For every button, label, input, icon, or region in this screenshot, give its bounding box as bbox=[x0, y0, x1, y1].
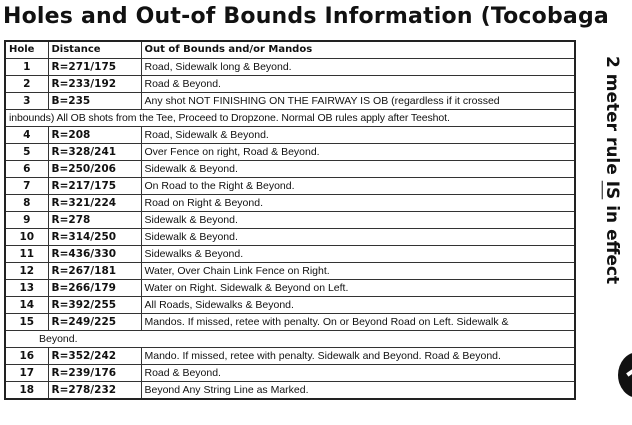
hole-number: 6 bbox=[5, 161, 48, 178]
hole-distance: B=266/179 bbox=[48, 280, 141, 297]
hole-number: 5 bbox=[5, 144, 48, 161]
hole-notes: Sidewalk & Beyond. bbox=[141, 161, 575, 178]
hole-number: 17 bbox=[5, 365, 48, 382]
hole-notes: Beyond Any String Line as Marked. bbox=[141, 382, 575, 400]
hole-distance: R=314/250 bbox=[48, 229, 141, 246]
hole-distance: R=352/242 bbox=[48, 348, 141, 365]
hole-distance: B=235 bbox=[48, 93, 141, 110]
hole-distance: R=321/224 bbox=[48, 195, 141, 212]
table-row bbox=[5, 76, 575, 93]
hole-notes: Water, Over Chain Link Fence on Right. bbox=[141, 263, 575, 280]
hole-distance: R=271/175 bbox=[48, 59, 141, 76]
hole-distance: B=250/206 bbox=[48, 161, 141, 178]
hole-notes: On Road to the Right & Beyond. bbox=[141, 178, 575, 195]
rule-side-note-text: 2 meter rule bbox=[602, 56, 622, 181]
hole-distance: R=249/225 bbox=[48, 314, 141, 331]
table-row bbox=[5, 161, 575, 178]
hole-number: 15 bbox=[5, 314, 48, 331]
hole-notes: All Roads, Sidewalks & Beyond. bbox=[141, 297, 575, 314]
column-header-hole: Hole bbox=[5, 41, 48, 59]
table-row bbox=[5, 229, 575, 246]
table-row bbox=[5, 127, 575, 144]
hole-number: 1 bbox=[5, 59, 48, 76]
hole-number: 2 bbox=[5, 76, 48, 93]
table-row bbox=[5, 365, 575, 382]
hole-number: 10 bbox=[5, 229, 48, 246]
hole-number: 7 bbox=[5, 178, 48, 195]
table-row bbox=[5, 280, 575, 297]
hole-number: 9 bbox=[5, 212, 48, 229]
rule-side-note-suffix: in effect bbox=[602, 199, 622, 285]
hole-notes: Over Fence on right, Road & Beyond. bbox=[141, 144, 575, 161]
table-row bbox=[5, 263, 575, 280]
hole-number: 14 bbox=[5, 297, 48, 314]
hole-notes: Sidewalk & Beyond. bbox=[141, 229, 575, 246]
hole-notes: Road on Right & Beyond. bbox=[141, 195, 575, 212]
hole-number: 16 bbox=[5, 348, 48, 365]
hole-distance: R=278/232 bbox=[48, 382, 141, 400]
column-header-notes: Out of Bounds and/or Mandos bbox=[141, 41, 575, 59]
table-row bbox=[5, 314, 575, 331]
hole-notes: Sidewalk & Beyond. bbox=[141, 212, 575, 229]
column-header-distance: Distance bbox=[48, 41, 141, 59]
hole-distance: R=267/181 bbox=[48, 263, 141, 280]
hole-distance: R=392/255 bbox=[48, 297, 141, 314]
table-row bbox=[5, 195, 575, 212]
table-row bbox=[5, 212, 575, 229]
hole-distance: R=278 bbox=[48, 212, 141, 229]
hole-notes: Road, Sidewalk long & Beyond. bbox=[141, 59, 575, 76]
hole-number: 18 bbox=[5, 382, 48, 400]
hole-number: 4 bbox=[5, 127, 48, 144]
hole-notes-continuation: inbounds) All OB shots from the Tee, Proceed to Dropzone. Normal OB rules apply after Teeshot. bbox=[5, 110, 575, 127]
hole-notes: Road & Beyond. bbox=[141, 76, 575, 93]
table-row bbox=[5, 178, 575, 195]
hole-distance: R=239/176 bbox=[48, 365, 141, 382]
page-title: Holes and Out-of Bounds Information (Tocobaga bbox=[3, 4, 609, 29]
hole-distance: R=436/330 bbox=[48, 246, 141, 263]
hole-notes: Road, Sidewalk & Beyond. bbox=[141, 127, 575, 144]
hole-number: 11 bbox=[5, 246, 48, 263]
hole-notes: Mandos. If missed, retee with penalty. On or Beyond Road on Left. Sidewalk & bbox=[141, 314, 575, 331]
table-header-row bbox=[5, 41, 575, 59]
corner-logo-fragment bbox=[618, 352, 632, 398]
table-row bbox=[5, 382, 575, 400]
table-row bbox=[5, 297, 575, 314]
hole-distance: R=328/241 bbox=[48, 144, 141, 161]
hole-notes: Water on Right. Sidewalk & Beyond on Left. bbox=[141, 280, 575, 297]
hole-distance: R=208 bbox=[48, 127, 141, 144]
table-row bbox=[5, 144, 575, 161]
table-row bbox=[5, 93, 575, 110]
hole-distance: R=233/192 bbox=[48, 76, 141, 93]
hole-notes: Any shot NOT FINISHING ON THE FAIRWAY IS OB (regardless if it crossed bbox=[141, 93, 575, 110]
hole-number: 12 bbox=[5, 263, 48, 280]
hole-notes: Road & Beyond. bbox=[141, 365, 575, 382]
out-of-bounds-table bbox=[4, 40, 576, 400]
hole-distance: R=217/175 bbox=[48, 178, 141, 195]
table-row-continuation bbox=[5, 331, 575, 348]
hole-notes: Sidewalks & Beyond. bbox=[141, 246, 575, 263]
table-row-continuation bbox=[5, 110, 575, 127]
hole-number: 8 bbox=[5, 195, 48, 212]
rule-side-note bbox=[598, 56, 626, 311]
hole-notes-continuation: Beyond. bbox=[5, 331, 575, 348]
table-row bbox=[5, 348, 575, 365]
table-row bbox=[5, 246, 575, 263]
hole-number: 3 bbox=[5, 93, 48, 110]
rule-side-note-emphasis: IS bbox=[602, 180, 622, 200]
table-row bbox=[5, 59, 575, 76]
hole-notes: Mando. If missed, retee with penalty. Sidewalk and Beyond. Road & Beyond. bbox=[141, 348, 575, 365]
hole-number: 13 bbox=[5, 280, 48, 297]
